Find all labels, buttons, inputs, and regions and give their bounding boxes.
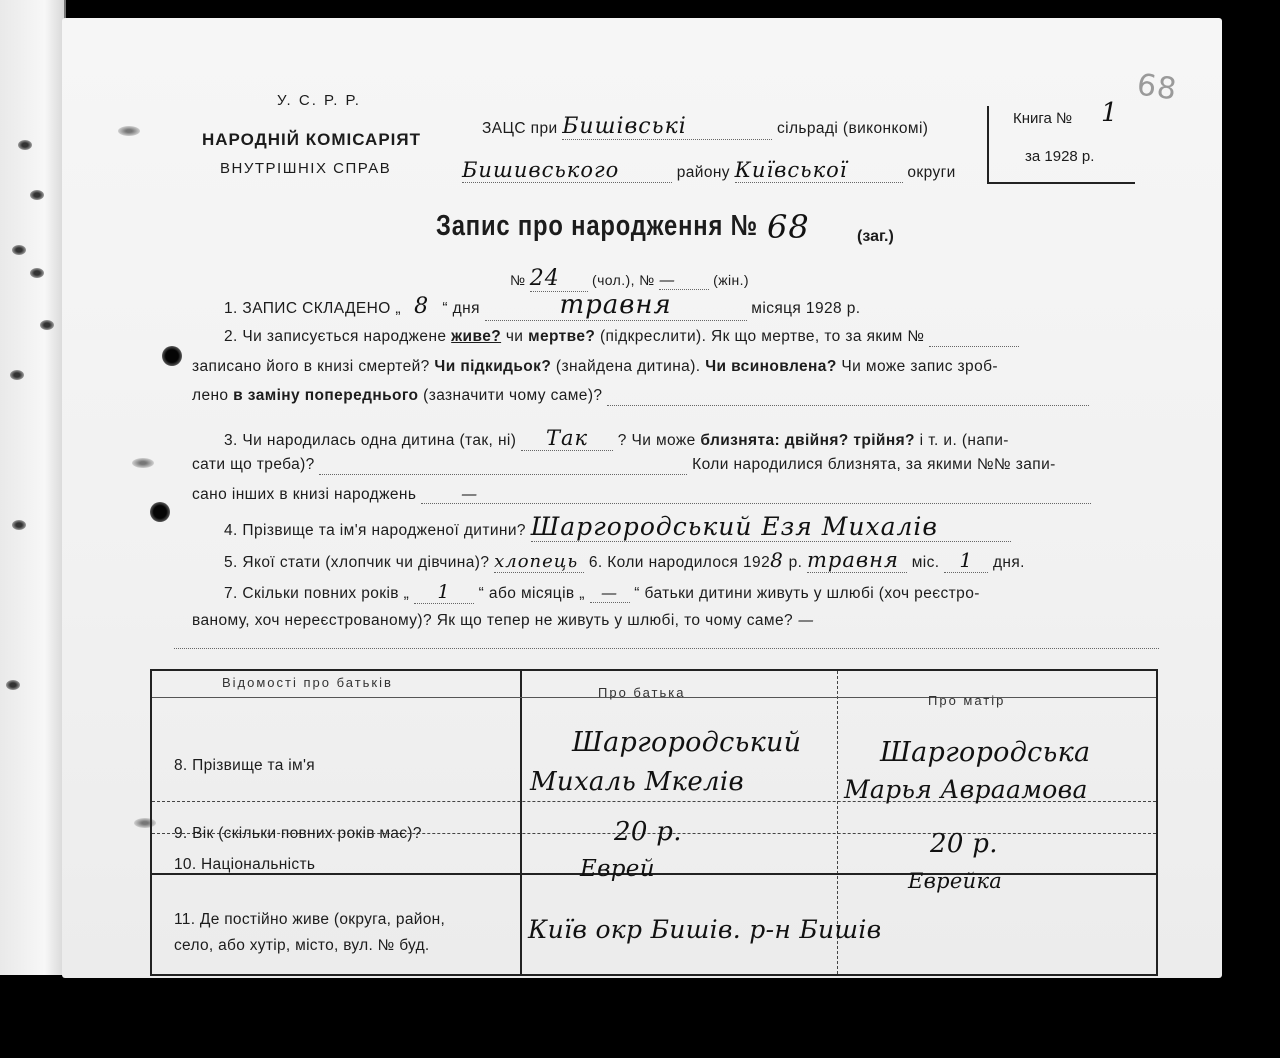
marriage-years-value: 1	[414, 581, 474, 604]
paper-tear	[118, 126, 140, 136]
mother-age: 20 р.	[930, 829, 998, 859]
col-header-father: Про батька	[598, 685, 686, 700]
col-header-info: Відомості про батьків	[222, 675, 393, 690]
punch-hole	[150, 502, 170, 522]
book-box	[987, 98, 1135, 184]
row-label-residence-1: 11. Де постійно живе (округа, район,	[174, 911, 446, 928]
father-age: 20 р.	[614, 817, 682, 847]
birth-month-value: травня	[807, 548, 907, 573]
birth-year-digit: 8	[770, 548, 784, 572]
father-nationality: Еврей	[580, 856, 655, 882]
punch-hole	[162, 346, 182, 366]
item-2-line-1: 2. Чи записується народжене живе? чи мертве? (підкреслити). Як що мертве, то за яким №	[224, 328, 1019, 347]
alive-option: живе?	[451, 328, 502, 345]
row-label-nationality: 10. Національність	[174, 856, 316, 873]
record-month: травня	[485, 290, 747, 321]
binding-hole	[10, 370, 24, 380]
mother-surname: Шаргородська	[880, 737, 1091, 768]
district-line: Бишивського району Київської округи	[462, 158, 956, 182]
binding-hole	[30, 190, 44, 200]
left-page-edge	[0, 0, 66, 975]
item-7-line-2: ваному, хоч нереєстрованому)? Як що тепер не живуть у шлюбі, то чому саме? —	[192, 610, 815, 629]
marriage-reason-value: —	[797, 610, 815, 629]
item-4: 4. Прізвище та ім'я народженої дитини? Шаргородський Езя Михалів	[224, 512, 1011, 542]
record-number: 68	[767, 208, 810, 246]
item-3-line-2: сати що треба)? Коли народилися близнята, за якими №№ запи-	[192, 456, 1056, 473]
single-child-answer: Так	[521, 426, 613, 451]
book-year: за 1928 р.	[1025, 148, 1095, 165]
binding-hole	[40, 320, 54, 330]
gender-number-line: № 24 (чол.), № — (жін.)	[510, 266, 749, 291]
row-label-residence-2: село, або хутір, місто, вул. № буд.	[174, 937, 430, 954]
binding-hole	[18, 140, 32, 150]
binding-hole	[6, 680, 20, 690]
item-3-line-3: сано інших в книзі народжень —	[192, 484, 1091, 504]
record-suffix: (заг.)	[857, 228, 894, 245]
corner-number: 68	[1134, 67, 1180, 108]
book-number: 1	[1101, 98, 1119, 128]
item-7-line-1: 7. Скільки повних років „ 1 “ або місяців „ — “ батьки дитини живуть у шлюбі (хоч реєстро-	[224, 581, 980, 603]
book-label: Книга №	[1013, 110, 1073, 127]
item-2-line-3: лено в заміну попереднього (зазначити чому саме)?	[192, 387, 1089, 406]
republic-label: У. С. Р. Р.	[277, 92, 361, 109]
binding-hole	[30, 268, 44, 278]
father-name: Михаль Мкелів	[530, 767, 744, 797]
birth-record-sheet	[62, 18, 1222, 978]
zags-village-value: Бишівські	[562, 114, 772, 140]
residence-value: Київ окр Бишів. р-н Бишів	[528, 915, 882, 944]
record-title: Запис про народження №	[436, 210, 758, 242]
mother-name: Марья Авраамова	[844, 775, 1088, 804]
row-label-name: 8. Прізвище та ім'я	[174, 757, 315, 774]
district-value: Бишивського	[462, 158, 672, 183]
okruga-value: Київської	[735, 158, 903, 183]
parents-table	[150, 669, 1158, 976]
mother-nationality: Еврейка	[908, 869, 1003, 893]
dead-option: мертве?	[528, 328, 596, 345]
child-sex-value: хлопець	[494, 551, 584, 573]
department-label: ВНУТРІШНІХ СПРАВ	[220, 160, 392, 177]
blank-line	[174, 648, 1159, 649]
item-3-line-1: 3. Чи народилась одна дитина (так, ні) Так ? Чи може близнята: двійня? трійня? і т. и. (напи-	[224, 426, 1009, 450]
paper-tear	[132, 458, 154, 468]
record-day: 8	[414, 294, 430, 319]
male-number: 24	[530, 266, 588, 292]
row-label-age: 9. Вік (скільки повних років має)?	[174, 825, 422, 842]
birth-day-value: 1	[944, 548, 988, 573]
commissariat-label: НАРОДНІЙ КОМІСАРІЯТ	[202, 130, 421, 149]
column-divider	[520, 671, 522, 974]
twins-answer: —	[421, 484, 1091, 504]
item-1: 1. ЗАПИС СКЛАДЕНО „ 8 “ дня травня місяця 1928 р.	[224, 290, 861, 320]
item-2-line-2: записано його в книзі смертей? Чи підкидьок? (знайдена дитина). Чи всиновлена? Чи може запис зроб-	[192, 358, 998, 375]
binding-hole	[12, 245, 26, 255]
binding-hole	[12, 520, 26, 530]
father-surname: Шаргородський	[572, 727, 802, 758]
zags-line: ЗАЦС при Бишівські сільраді (виконкомі)	[482, 114, 929, 139]
child-name-value: Шаргородський Езя Михалів	[531, 512, 1011, 542]
item-5-6: 5. Якої стати (хлопчик чи дівчина)? хлопець 6. Коли народилося 1928 р. травня міс. 1 дня.	[224, 548, 1025, 572]
marriage-months-value: —	[590, 583, 630, 603]
col-header-mother: Про матір	[928, 693, 1006, 708]
female-number: —	[659, 270, 709, 290]
